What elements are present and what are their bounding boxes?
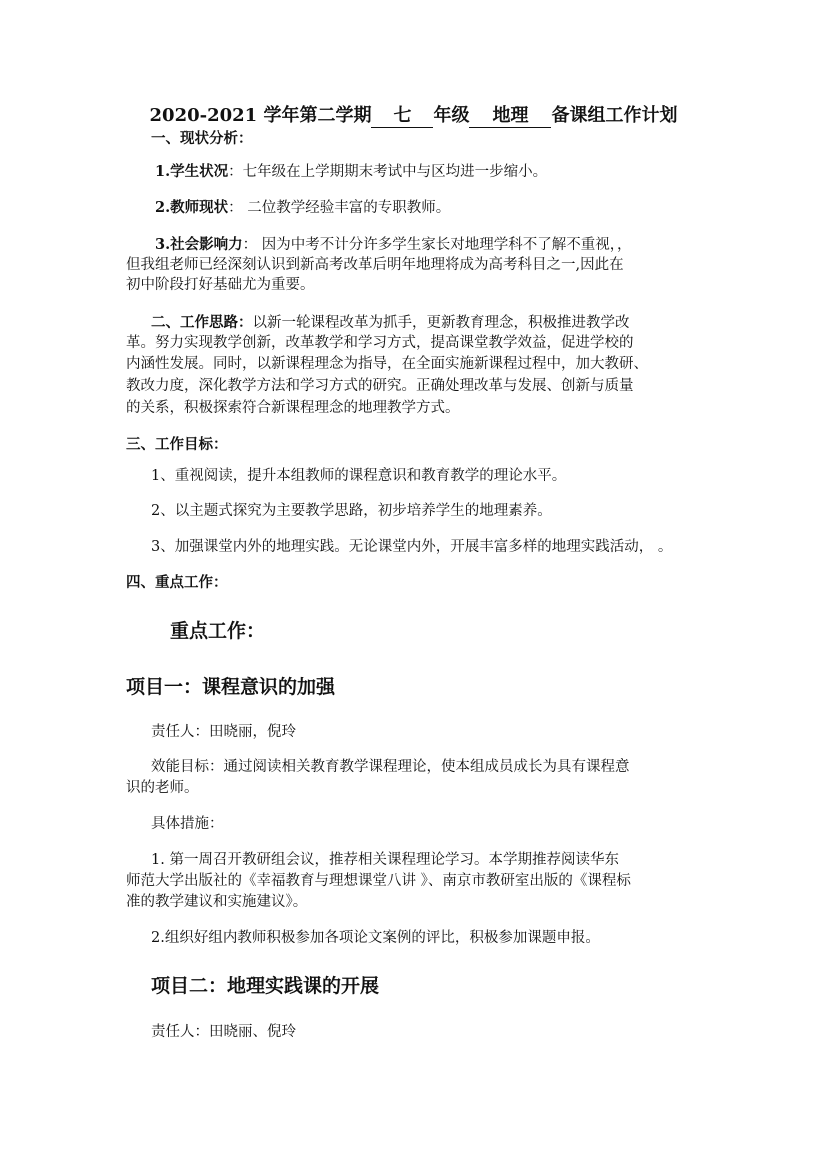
title-suffix: 备课组工作计划 xyxy=(551,105,678,126)
goal-item: 1、重视阅读，提升本组教师的课程意识和教育教学的理论水平。 xyxy=(151,468,567,484)
project1-measure1-line1: 1. 第一周召开教研组会议，推荐相关课程理论学习。本学期推荐阅读华东 xyxy=(151,852,619,868)
section2-line4: 教改力度，深化教学方法和学习方式的研究。正确处理改革与发展、创新与质量 xyxy=(126,378,634,394)
section1-heading: 一、现状分析： xyxy=(151,130,253,147)
project1-measure1-line3: 准的教学建议和实施建议》。 xyxy=(126,894,308,910)
section2-line2: 革。努力实现教学创新，改革教学和学习方式，提高课堂教学效益，促进学校的 xyxy=(126,335,634,351)
section2-label: 二、工作思路： xyxy=(151,314,253,331)
social-line3: 初中阶段打好基础尤为重要。 xyxy=(126,277,315,293)
social-influence xyxy=(155,236,632,254)
project1-owner: 责任人：田晓丽，倪玲 xyxy=(151,724,296,740)
title-prefix: 2020-2021 学年第二学期 xyxy=(149,105,372,126)
project1-goal-line1: 效能目标：通过阅读相关教育教学课程理论，使本组成员成长为具有课程意 xyxy=(151,759,630,775)
teachers-text: ： 二位教学经验丰富的专职教师。 xyxy=(228,200,451,216)
students-text: ：七年级在上学期期末考试中与区均进一步缩小。 xyxy=(228,164,548,180)
key-work-subheading: 重点工作： xyxy=(170,620,266,642)
project1-measure1-line2: 师范大学出版社的《幸福教育与理想课堂八讲 》、南京市教研室出版的《课程标 xyxy=(126,873,631,889)
section3-heading: 三、工作目标： xyxy=(126,436,228,453)
teachers-label: 2.教师现状 xyxy=(155,199,229,216)
teachers-status xyxy=(155,199,450,217)
project1-measures: 具体措施： xyxy=(151,816,224,832)
section2-line3: 内涵性发展。同时，以新课程理念为指导，在全面实施新课程过程中，加大教研、 xyxy=(126,356,648,372)
goal-item: 3、加强课堂内外的地理实践。无论课堂内外，开展丰富多样的地理实践活动， 。 xyxy=(151,539,673,555)
section4-heading: 四、重点工作： xyxy=(126,574,228,591)
goal-item: 2、以主题式探究为主要教学思路，初步培养学生的地理素养。 xyxy=(151,503,552,519)
title-grade: 七 xyxy=(371,106,433,128)
title-grade-suffix: 年级 xyxy=(433,105,470,126)
section2-line1 xyxy=(151,314,630,332)
document-title xyxy=(0,101,827,128)
project1-goal-line2: 识的老师。 xyxy=(126,780,199,796)
project2-title: 项目二：地理实践课的开展 xyxy=(151,975,380,997)
section2-text: 以新一轮课程改革为抓手，更新教育理念，积极推进教学改 xyxy=(252,315,630,331)
project1-measure2: 2.组织好组内教师积极参加各项论文案例的评比，积极参加课题申报。 xyxy=(151,930,600,946)
social-text: ： 因为中考不计分许多学生家长对地理学科不了解不重视，， xyxy=(242,237,632,253)
social-line2: 但我组老师已经深刻认识到新高考改革后明年地理将成为高考科目之一,因此在 xyxy=(126,257,624,273)
social-label: 3.社会影响力 xyxy=(155,236,243,253)
students-label: 1.学生状况 xyxy=(155,163,229,180)
section2-line5: 的关系，积极探索符合新课程理念的地理教学方式。 xyxy=(126,400,460,416)
title-subject: 地理 xyxy=(469,106,551,128)
project2-owner: 责任人：田晓丽、倪玲 xyxy=(151,1024,296,1040)
project1-title: 项目一：课程意识的加强 xyxy=(126,676,336,698)
students-status xyxy=(155,163,547,181)
